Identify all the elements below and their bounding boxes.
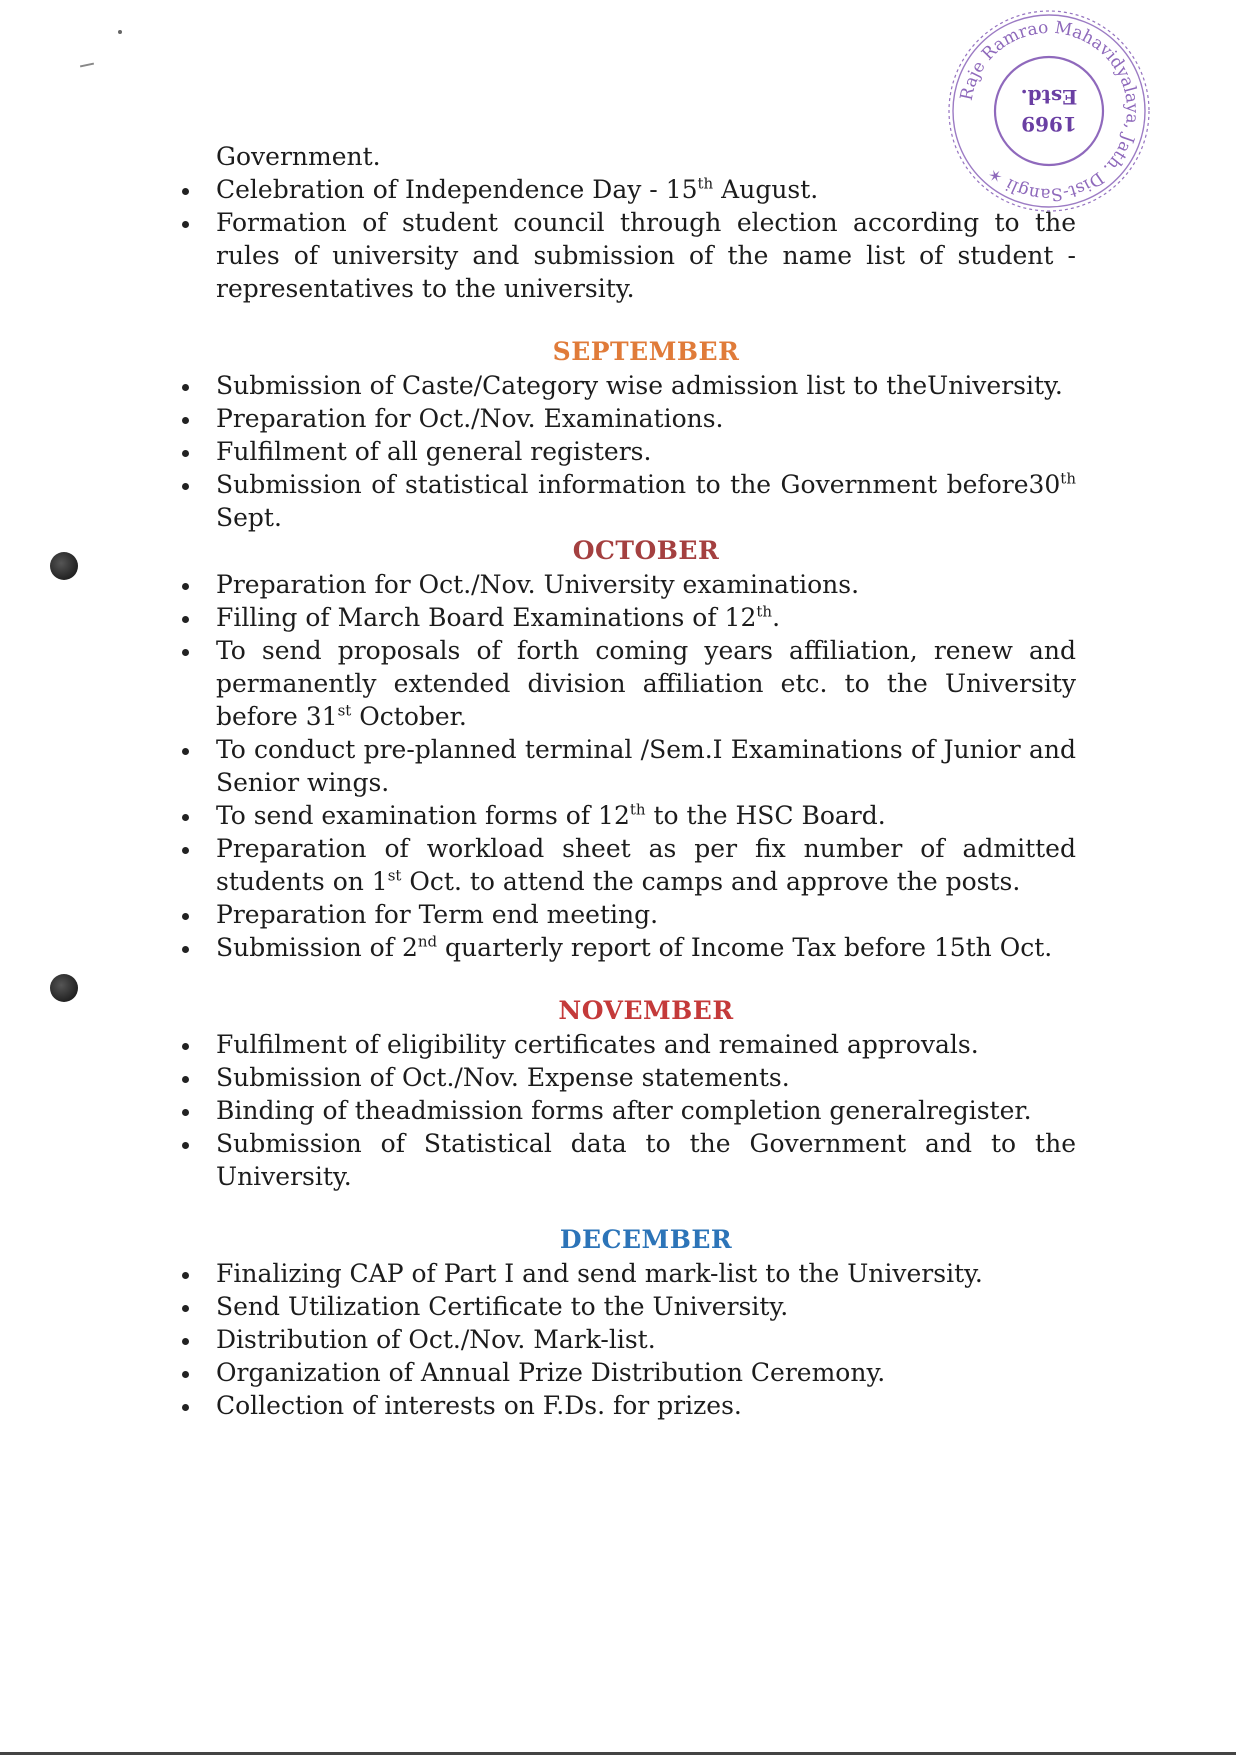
list-item bbox=[176, 1028, 1076, 1061]
item-text: Fulfilment of eligibility certificates and remained approvals. bbox=[216, 1030, 979, 1059]
item-text-end: to the HSC Board. bbox=[645, 801, 886, 830]
item-text: Celebration of Independence Day - 15 bbox=[216, 175, 698, 204]
section-list bbox=[176, 1028, 1076, 1193]
item-superscript: nd bbox=[417, 932, 438, 951]
list-item bbox=[176, 568, 1076, 601]
item-superscript: st bbox=[387, 866, 402, 885]
section-heading-december: DECEMBER bbox=[559, 1225, 733, 1254]
item-text: Submission of statistical information to the Government before30 bbox=[216, 470, 1061, 499]
item-text: Preparation for Oct./Nov. Examinations. bbox=[216, 404, 724, 433]
item-text: Filling of March Board Examinations of 12 bbox=[216, 603, 757, 632]
item-text-end: Sept. bbox=[216, 503, 282, 532]
list-item bbox=[176, 468, 1076, 534]
section-list bbox=[176, 568, 1076, 964]
list-item bbox=[176, 369, 1076, 402]
list-item bbox=[176, 1257, 1076, 1290]
item-text: Finalizing CAP of Part I and send mark-list to the University. bbox=[216, 1259, 983, 1288]
item-text: Send Utilization Certificate to the University. bbox=[216, 1292, 789, 1321]
item-text-end: Oct. to attend the camps and approve the posts. bbox=[401, 867, 1021, 896]
item-superscript: th bbox=[1060, 469, 1076, 488]
section-list bbox=[176, 1257, 1076, 1422]
list-item bbox=[176, 1323, 1076, 1356]
item-text: Submission of Oct./Nov. Expense statements. bbox=[216, 1063, 790, 1092]
item-text-end: October. bbox=[351, 702, 467, 731]
item-text-end: quarterly report of Income Tax before 15th Oct. bbox=[437, 933, 1053, 962]
item-text: Submission of Caste/Category wise admission list to theUniversity. bbox=[216, 371, 1063, 400]
section-list bbox=[176, 369, 1076, 534]
svg-text:Raje Ramrao Mahavidyalaya, Jat: Raje Ramrao Mahavidyalaya, Jath. Dist-Sangli ✶ bbox=[956, 17, 1143, 205]
list-item bbox=[176, 634, 1076, 733]
item-text: Preparation for Term end meeting. bbox=[216, 900, 659, 929]
item-text: Preparation of workload sheet as per fix number of admitted students on 1 bbox=[216, 834, 1076, 896]
scan-mark bbox=[80, 63, 94, 68]
item-text: To send proposals of forth coming years affiliation, renew and permanently extended division affiliation etc. to the University before 31 bbox=[216, 636, 1076, 731]
item-text: Fulfilment of all general registers. bbox=[216, 437, 652, 466]
item-superscript: th bbox=[629, 800, 646, 819]
item-text: Collection of interests on F.Ds. for prizes. bbox=[216, 1391, 742, 1420]
svg-text:Estd.: Estd. bbox=[1020, 85, 1078, 109]
item-text: Distribution of Oct./Nov. Mark-list. bbox=[216, 1325, 656, 1354]
list-item bbox=[176, 402, 1076, 435]
list-item bbox=[176, 435, 1076, 468]
list-item bbox=[176, 1356, 1076, 1389]
item-text-end: August. bbox=[713, 175, 819, 204]
item-text: To send examination forms of 12 bbox=[216, 801, 630, 830]
list-item bbox=[176, 601, 1076, 634]
list-item bbox=[176, 898, 1076, 931]
item-text: Organization of Annual Prize Distribution Ceremony. bbox=[216, 1358, 886, 1387]
list-item bbox=[176, 173, 1076, 206]
item-superscript: th bbox=[756, 602, 773, 621]
list-item bbox=[176, 206, 1076, 305]
month-sections bbox=[176, 335, 1076, 1422]
item-text-end: . bbox=[772, 603, 781, 632]
continuation-text: Government. bbox=[216, 142, 381, 171]
document-body bbox=[176, 140, 1076, 1422]
list-item bbox=[176, 832, 1076, 898]
list-item bbox=[176, 1094, 1076, 1127]
list-item bbox=[176, 931, 1076, 964]
item-superscript: th bbox=[697, 174, 714, 193]
item-text: Binding of theadmission forms after completion generalregister. bbox=[216, 1096, 1032, 1125]
hole-punch-mark bbox=[50, 974, 78, 1002]
item-text: Formation of student council through election according to the rules of university and submission of the name list of student - representatives to the university. bbox=[216, 208, 1076, 303]
item-text: Submission of Statistical data to the Government and to the University. bbox=[216, 1129, 1076, 1191]
item-text: To conduct pre-planned terminal /Sem.I Examinations of Junior and Senior wings. bbox=[216, 735, 1076, 797]
scan-speck bbox=[118, 30, 122, 34]
intro-list bbox=[176, 173, 1076, 305]
section-heading-october: OCTOBER bbox=[572, 536, 720, 565]
list-item bbox=[176, 799, 1076, 832]
svg-text:1969: 1969 bbox=[1021, 112, 1077, 136]
hole-punch-mark bbox=[50, 552, 78, 580]
list-item bbox=[176, 1389, 1076, 1422]
item-text: Preparation for Oct./Nov. University examinations. bbox=[216, 570, 860, 599]
list-item bbox=[176, 1290, 1076, 1323]
list-item bbox=[176, 1061, 1076, 1094]
item-superscript: st bbox=[337, 701, 352, 720]
section-heading-november: NOVEMBER bbox=[558, 996, 734, 1025]
item-text: Submission of 2 bbox=[216, 933, 418, 962]
list-item bbox=[176, 733, 1076, 799]
list-item bbox=[176, 1127, 1076, 1193]
section-heading-september: SEPTEMBER bbox=[552, 337, 740, 366]
